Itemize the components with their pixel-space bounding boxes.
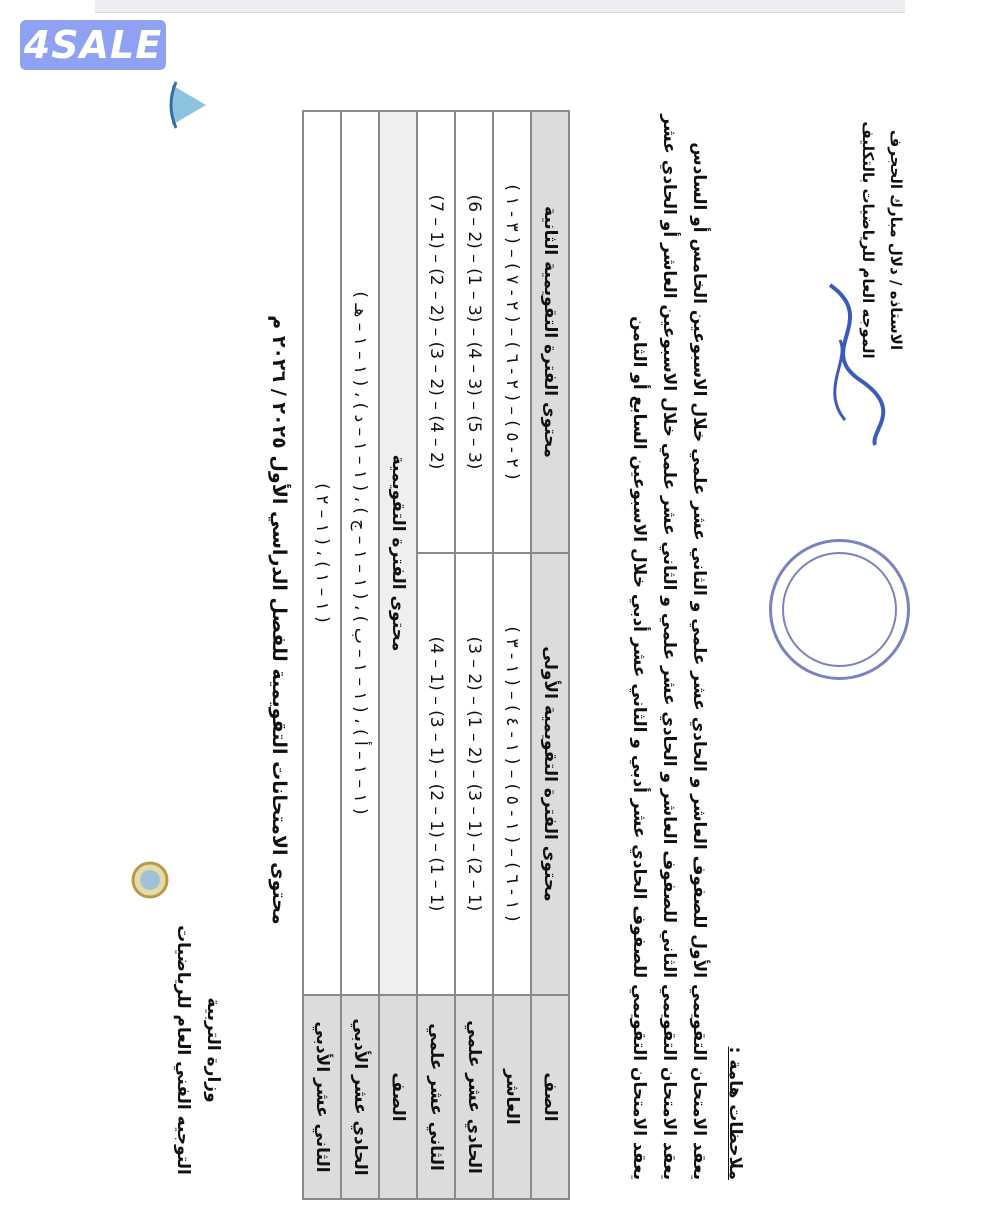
literary-header-row	[379, 111, 417, 1199]
row-period-1: (1 – 2) – (1 – 3) – (2 – 1) – (2 – 3)	[455, 553, 493, 995]
row-content: ( ١ – ١ ) ، ( ١ – ٢ )	[303, 111, 341, 995]
table-row	[341, 111, 379, 1199]
signature-block	[854, 90, 910, 390]
header-class: الصف	[379, 995, 417, 1199]
table-row	[493, 111, 531, 1199]
rotated-document-page	[140, 60, 1000, 1200]
row-class: الحادي عشر علمي	[455, 995, 493, 1199]
signatory-name: الاستاذه / دلال مبارك الحجرف	[887, 129, 905, 351]
note-item: يعقد الامتحان التقويمي الثاني للصفوف العاشر و الحادي عشر علمي و الثاني عشر علمي خلال الاسبوعين العاشر أو الحادي عشر	[659, 114, 679, 1180]
program-logo-icon	[168, 80, 210, 130]
row-class: العاشر	[493, 995, 531, 1199]
row-class: الثاني عشر علمي	[417, 995, 455, 1199]
table-header-row	[531, 111, 569, 1199]
ministry-header	[168, 920, 228, 1180]
department-name: التوجيه الفني العام للرياضيات	[173, 925, 193, 1175]
4sale-watermark-logo: 4SALE	[20, 20, 166, 70]
kuwait-emblem-icon	[130, 860, 170, 900]
row-period-2: ( ٢ - ٥ ) – ( ٢ - ٦ ) – ( ٢ - ٧ ) – ( ٣ - ١ )	[493, 111, 531, 553]
row-class: الحادي عشر الأدبي	[341, 995, 379, 1199]
row-period-2: (3 – 5) – (3 – 4) – (3 – 1) – (2 – 6)	[455, 111, 493, 553]
ministry-name: وزارة التربية	[203, 997, 223, 1103]
row-content: ( ١ – ١ – أ ) ، ( ١ – ١ – ب ) ، ( ١ – ١ – ج ) ، ( ١ – ١ – د ) ، ( ١ – ١ – هـ )	[341, 111, 379, 995]
row-class: الثاني عشر الأدبي	[303, 995, 341, 1199]
header-period-1: محتوى الفترة التقويمية الأولى	[531, 553, 569, 995]
row-period-2: (2 – 4) – (2 – 3) – (2 – 2) – (1 – 7)	[417, 111, 455, 553]
signatory-role: الموجه العام للرياضيات بالتكليف	[859, 121, 877, 359]
important-notes	[624, 80, 750, 1180]
header-class: الصف	[531, 995, 569, 1199]
exam-content-table	[302, 110, 570, 1200]
page-title: محتوى الامتحانات التقويمية للفصل الدراسي الأول ٢٠٢٥ / ٢٠٢٦ م	[268, 315, 290, 925]
note-item: يعقد الامتحان التقويمي للصفوف الحادي عشر أدبي و الثاني عشر أدبي خلال الاسبوعين السابع أو الثامن	[629, 316, 649, 1180]
table-row	[417, 111, 455, 1199]
note-item: يعقد الامتحان التقويمي الأول للصفوف العاشر و الحادي عشر علمي و الثاني عشر علمي خلال الاسبوعين الخامس أو السادس	[689, 142, 709, 1180]
header-period-2: محتوى الفترة التقويمية الثانية	[531, 111, 569, 553]
row-period-1: ( ١ - ٦ ) – ( ١ - ٥ ) – ( ١ - ٤ ) – ( ١ - ٣ )	[493, 553, 531, 995]
table-row	[303, 111, 341, 1199]
notes-heading: ملاحظات هامة :	[725, 1046, 745, 1180]
table-row	[455, 111, 493, 1199]
row-period-1: (1 – 1) – (1 – 2) – (1 – 3) – (1 – 4)	[417, 553, 455, 995]
browser-top-bar	[95, 0, 905, 13]
header-period: محتوى الفترة التقويمية	[379, 111, 417, 995]
official-seal-icon	[769, 539, 910, 680]
